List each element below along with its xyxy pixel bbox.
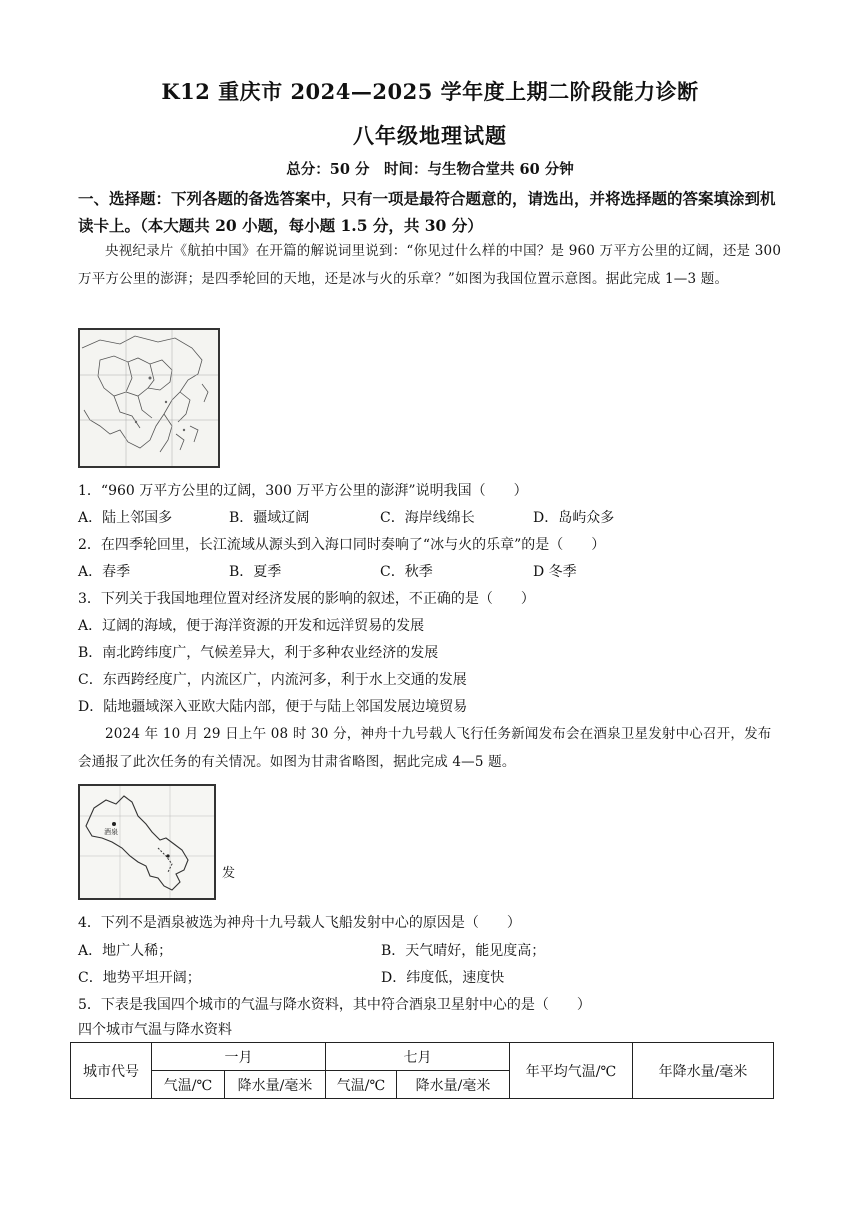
map2-side-label: 发 bbox=[222, 866, 236, 881]
jiuquan-label: 酒泉 bbox=[104, 828, 118, 836]
q3-option-c[interactable]: C．东西跨经度广，内流区广，内流河多，利于水上交通的发展 bbox=[78, 672, 467, 688]
passage-2: 2024 年 10 月 29 日上午 08 时 30 分，神舟十九号载人飞行任务新闻发布会在酒泉卫星发射中心召开，发布会通报了此次任务的有关情况。如图为甘肃省略图，据此完成 4—5 题。 bbox=[78, 726, 772, 770]
q4-option-c[interactable]: C．地势平坦开阔； bbox=[78, 970, 201, 986]
q4-option-a[interactable]: A．地广人稀； bbox=[78, 943, 173, 959]
q1-option-d[interactable]: D．岛屿众多 bbox=[533, 510, 615, 526]
table-caption: 四个城市气温与降水资料 bbox=[78, 1022, 232, 1038]
q2-option-b[interactable]: B．夏季 bbox=[229, 564, 282, 580]
header-january: 一月 bbox=[152, 1043, 326, 1071]
q2-option-d[interactable]: D 冬季 bbox=[533, 564, 577, 580]
q4-option-b[interactable]: B．天气晴好，能见度高； bbox=[381, 943, 546, 959]
q2-option-c[interactable]: C．秋季 bbox=[380, 564, 433, 580]
q4-option-d[interactable]: D．纬度低，速度快 bbox=[381, 970, 505, 986]
question-5-stem: 5．下表是我国四个城市的气温与降水资料，其中符合酒泉卫星射中心的是（ ） bbox=[78, 997, 591, 1013]
question-1-stem: 1．“960 万平方公里的辽阔，300 万平方公里的澎湃”说明我国（ ） bbox=[78, 483, 528, 499]
header-annual-temp: 年平均气温/℃ bbox=[510, 1043, 633, 1099]
exam-subtitle: 八年级地理试题 bbox=[353, 123, 507, 148]
passage-1: 央视纪录片《航拍中国》在开篇的解说词里说到：“你见过什么样的中国？是 960 万平方公里的辽阔，还是 300 万平方公里的澎湃；是四季轮回的天地，还是冰与火的乐章？”如图为我国位置示意图。据此完成 1—3 题。 bbox=[78, 243, 782, 287]
header-city-code: 城市代号 bbox=[71, 1043, 152, 1099]
header-july: 七月 bbox=[326, 1043, 510, 1071]
gansu-map bbox=[78, 784, 216, 900]
question-3-stem: 3．下列关于我国地理位置对经济发展的影响的叙述，不正确的是（ ） bbox=[78, 591, 535, 607]
header-jan-precip: 降水量/毫米 bbox=[225, 1071, 326, 1099]
exam-meta: 总分：50 分 时间：与生物合堂共 60 分钟 bbox=[286, 161, 574, 178]
question-4-stem: 4．下列不是酒泉被选为神舟十九号载人飞船发射中心的原因是（ ） bbox=[78, 915, 521, 931]
q3-option-b[interactable]: B．南北跨纬度广，气候差异大，利于多种农业经济的发展 bbox=[78, 645, 439, 661]
q2-option-a[interactable]: A．春季 bbox=[78, 564, 131, 580]
china-map-image bbox=[80, 330, 218, 466]
china-location-map bbox=[78, 328, 220, 468]
header-jul-precip: 降水量/毫米 bbox=[397, 1071, 510, 1099]
q3-option-a[interactable]: A．辽阔的海域，便于海洋资源的开发和远洋贸易的发展 bbox=[78, 618, 425, 634]
q1-option-a[interactable]: A．陆上邻国多 bbox=[78, 510, 173, 526]
q1-option-c[interactable]: C．海岸线绵长 bbox=[380, 510, 475, 526]
q3-option-d[interactable]: D．陆地疆域深入亚欧大陆内部，便于与陆上邻国发展边境贸易 bbox=[78, 699, 468, 715]
section-heading: 一、选择题：下列各题的备选答案中，只有一项是最符合题意的，请选出，并将选择题的答案填涂到机读卡上。（本大题共 20 小题，每小题 1.5 分，共 30 分） bbox=[78, 189, 776, 235]
question-2-stem: 2．在四季轮回里，长江流域从源头到入海口同时奏响了“冰与火的乐章”的是（ ） bbox=[78, 537, 606, 553]
q1-option-b[interactable]: B．疆域辽阔 bbox=[229, 510, 310, 526]
header-jul-temp: 气温/℃ bbox=[326, 1071, 397, 1099]
header-annual-precip: 年降水量/毫米 bbox=[633, 1043, 774, 1099]
exam-title: K12 重庆市 2024—2025 学年度上期二阶段能力诊断 bbox=[161, 79, 699, 104]
header-jan-temp: 气温/℃ bbox=[152, 1071, 225, 1099]
gansu-map-image bbox=[80, 786, 214, 898]
climate-table bbox=[70, 1042, 774, 1099]
